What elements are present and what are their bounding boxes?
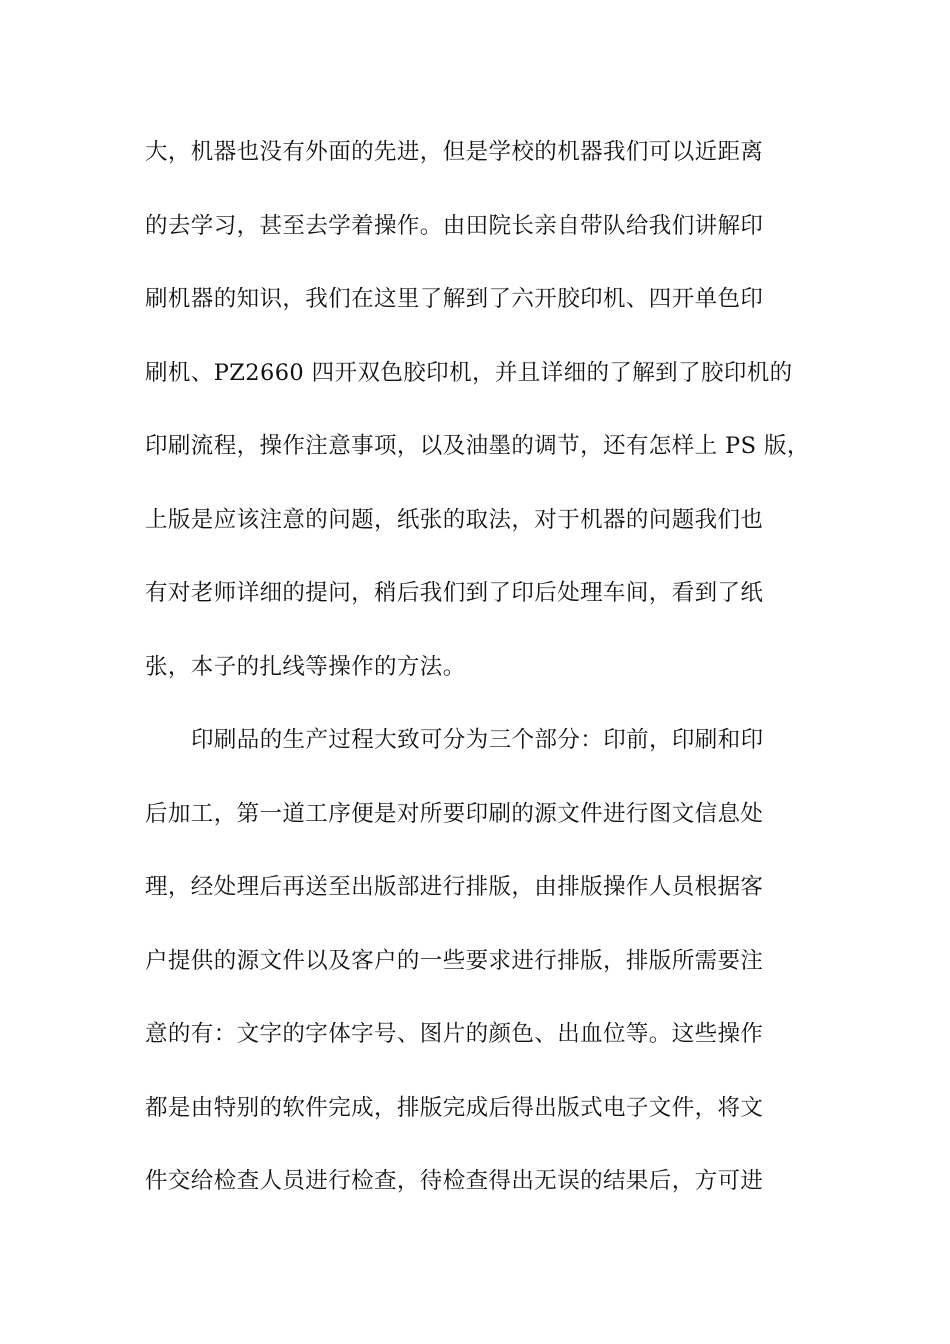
text-line: 刷机器的知识，我们在这里了解到了六开胶印机、四开单色印 [145, 286, 764, 312]
text-line: 件交给检查人员进行检查，待检查得出无误的结果后，方可进 [145, 1168, 764, 1194]
text-line: 理，经处理后再送至出版部进行排版，由排版操作人员根据客 [145, 874, 764, 900]
text-line: 意的有：文字的字体字号、图片的颜色、出血位等。这些操作 [145, 1021, 764, 1047]
paragraph-start-line: 印刷品的生产过程大致可分为三个部分：印前，印刷和印 [191, 727, 764, 753]
text-line: 后加工，第一道工序便是对所要印刷的源文件进行图文信息处 [145, 800, 764, 827]
text-line: 刷机、PZ2660 四开双色胶印机，并且详细的了解到了胶印机的 [145, 359, 793, 386]
text-line: 有对老师详细的提问，稍后我们到了印后处理车间，看到了纸 [145, 580, 764, 606]
text-line: 上版是应该注意的问题，纸张的取法，对于机器的问题我们也 [145, 506, 764, 533]
body-text [145, 127, 815, 1230]
text-line: 户提供的源文件以及客户的一些要求进行排版，排版所需要注 [145, 947, 764, 974]
text-line: 印刷流程，操作注意事项，以及油墨的调节，还有怎样上 PS 版， [145, 433, 810, 459]
text-line: 都是由特别的软件完成，排版完成后得出版式电子文件，将文 [145, 1094, 764, 1121]
text-line: 张，本子的扎线等操作的方法。 [145, 653, 466, 680]
text-line: 的去学习，甚至去学着操作。由田院长亲自带队给我们讲解印 [145, 212, 764, 239]
text-line: 大，机器也没有外面的先进，但是学校的机器我们可以近距离 [145, 139, 764, 165]
